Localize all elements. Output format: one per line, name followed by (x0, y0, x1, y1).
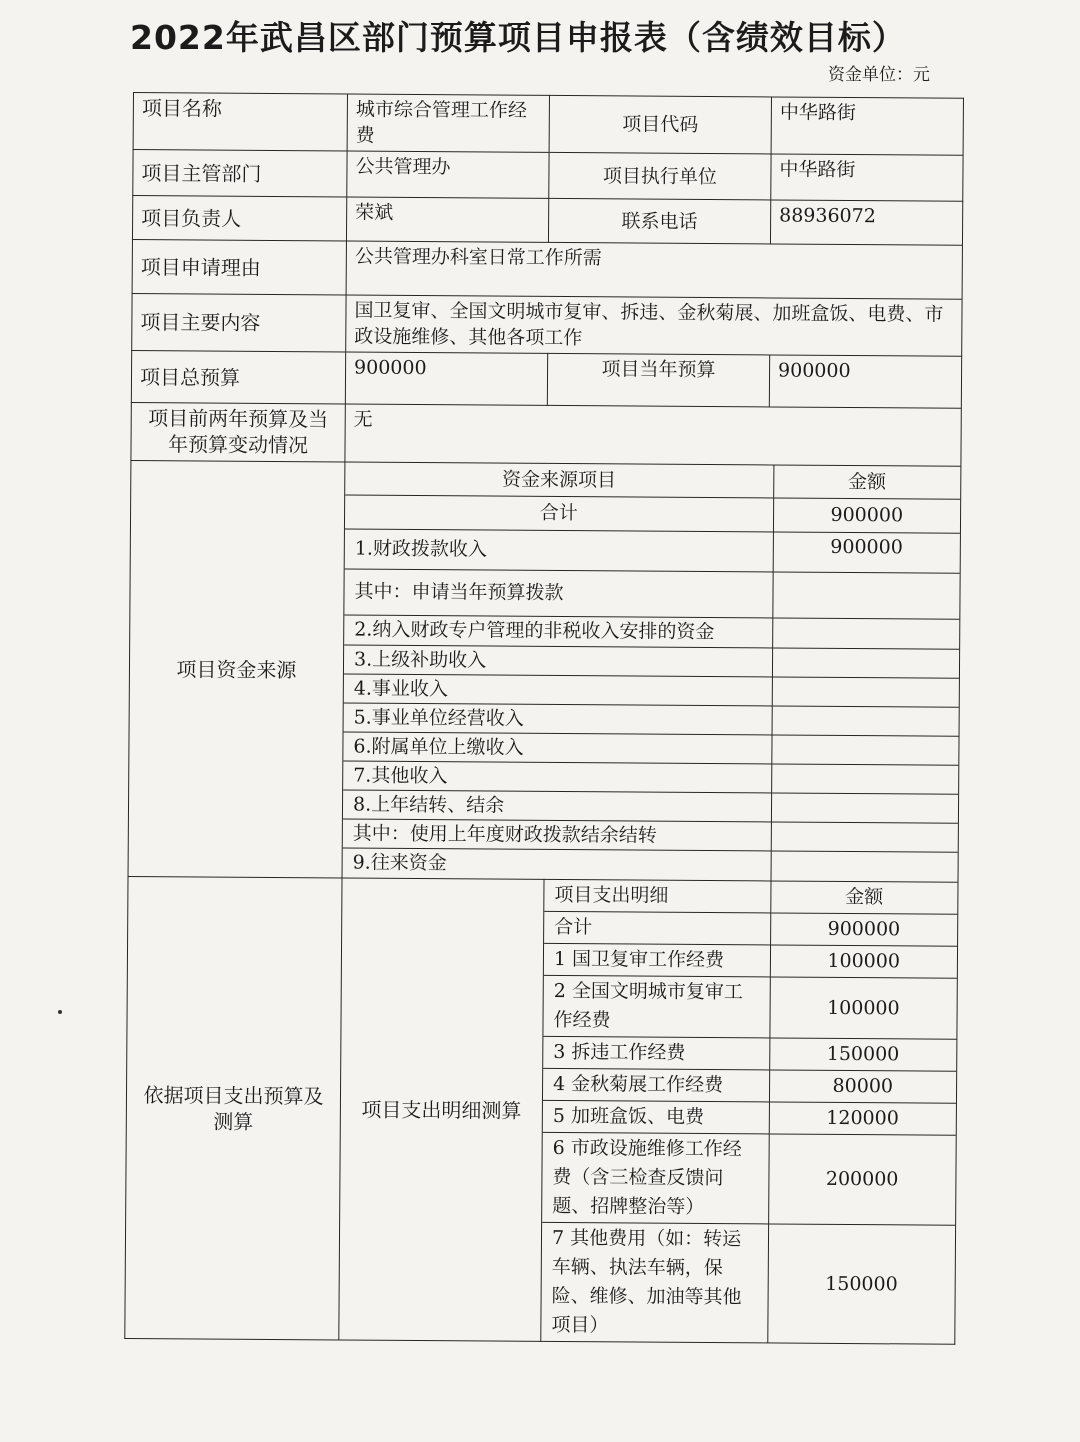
expense-item: 4 金秋菊展工作经费 (543, 1068, 769, 1102)
total-budget-label: 项目总预算 (131, 350, 345, 403)
expense-amount: 900000 (770, 913, 957, 946)
expense-item: 3 拆违工作经费 (543, 1036, 769, 1070)
expense-row (541, 1222, 955, 1343)
funding-row (344, 702, 959, 735)
expense-section-label: 依据项目支出预算及测算 (125, 876, 342, 1339)
scan-speck (58, 1010, 62, 1014)
expense-amount: 150000 (769, 1038, 956, 1071)
funding-row (345, 494, 960, 532)
budget-form-table (124, 92, 964, 1345)
funding-row (345, 528, 960, 572)
page-title: 2022年武昌区部门预算项目申报表（含绩效目标） (130, 18, 906, 57)
row-content (132, 293, 962, 356)
year-budget-label: 项目当年预算 (547, 353, 769, 407)
project-code-value: 中华路街 (771, 97, 963, 155)
funding-amount (771, 734, 958, 764)
funding-section-label: 项目资金来源 (128, 460, 345, 877)
funding-row (343, 818, 958, 851)
project-name-label: 项目名称 (133, 93, 347, 151)
funding-row (343, 789, 958, 822)
funding-item: 1.财政拨款收入 (345, 528, 773, 571)
exec-unit-label: 项目执行单位 (549, 152, 771, 200)
phone-label: 联系电话 (548, 198, 770, 244)
expense-row (543, 1100, 956, 1135)
funding-item: 4.事业收入 (344, 673, 772, 705)
row-owner (132, 196, 962, 246)
reason-label: 项目申请理由 (132, 239, 346, 294)
funding-amount (772, 705, 959, 735)
funding-amount: 900000 (773, 531, 960, 572)
funding-row (343, 847, 958, 881)
project-name-value: 城市综合管理工作经费 (347, 94, 549, 152)
prev-label: 项目前两年预算及当年预算变动情况 (131, 402, 345, 461)
owner-value: 荣斌 (346, 197, 548, 242)
expense-row (544, 943, 957, 978)
reason-value: 公共管理办科室日常工作所需 (346, 241, 962, 299)
row-budget (131, 350, 961, 408)
total-budget-value: 900000 (345, 352, 547, 405)
row-reason (132, 239, 962, 299)
expense-amount: 150000 (767, 1224, 955, 1344)
expense-row (542, 1132, 956, 1225)
exec-unit-value: 中华路街 (771, 154, 963, 201)
expense-item: 6 市政设施维修工作经费（含三检查反馈问题、招牌整治等） (542, 1132, 769, 1224)
content-value: 国卫复审、全国文明城市复审、拆违、金秋菊展、加班盒饭、电费、市政设施维修、其他各项工作 (346, 295, 962, 356)
expense-table (541, 880, 957, 1344)
project-code-label: 项目代码 (549, 95, 771, 154)
expense-item: 1 国卫复审工作经费 (544, 943, 770, 977)
expense-item: 5 加班盒饭、电费 (543, 1100, 769, 1134)
prev-value: 无 (345, 404, 961, 466)
dept-value: 公共管理办 (347, 151, 549, 198)
funding-item: 9.往来资金 (352, 851, 447, 875)
funding-cell (342, 462, 961, 882)
funding-amount (771, 763, 958, 793)
expense-amount: 100000 (770, 945, 957, 978)
expense-amount: 100000 (769, 977, 956, 1039)
expense-amount: 80000 (769, 1070, 956, 1103)
expense-row (543, 975, 956, 1039)
funding-item: 8.上年结转、结余 (343, 789, 771, 821)
expense-item: 7 其他费用（如：转运车辆、执法车辆，保险、维修、加油等其他项目） (551, 1226, 742, 1337)
owner-label: 项目负责人 (132, 196, 346, 241)
expense-header-row (544, 880, 957, 914)
content-label: 项目主要内容 (132, 293, 346, 351)
funding-item: 6.附属单位上缴收入 (343, 731, 771, 763)
expense-row (543, 1036, 956, 1071)
row-prev (131, 402, 961, 466)
funding-header-item: 资金来源项目 (345, 462, 773, 497)
funding-item: 其中：使用上年度财政拨款结余结转 (343, 818, 771, 850)
funding-row (344, 568, 959, 618)
expense-cell (541, 879, 958, 1344)
expense-item: 2 全国文明城市复审工作经费 (543, 975, 769, 1038)
expense-amount: 120000 (769, 1102, 956, 1135)
row-expense (125, 876, 958, 1344)
funding-amount (771, 821, 958, 851)
funding-table (343, 462, 961, 881)
row-funding (128, 460, 961, 882)
phone-value: 88936072 (770, 200, 962, 245)
expense-header-item: 项目支出明细 (544, 880, 770, 913)
funding-amount (772, 571, 959, 618)
dept-label: 项目主管部门 (133, 150, 347, 197)
expense-item: 合计 (544, 911, 770, 945)
expense-amount: 200000 (768, 1134, 956, 1225)
funding-row (344, 644, 959, 677)
funding-header-amount: 金额 (773, 465, 960, 498)
funding-amount (772, 647, 959, 677)
funding-item: 合计 (345, 494, 773, 531)
funding-item: 2.纳入财政专户管理的非税收入安排的资金 (344, 614, 772, 647)
funding-amount (772, 676, 959, 706)
unit-note: 资金单位：元 (828, 65, 930, 85)
row-project-name (133, 93, 963, 156)
funding-row (344, 614, 959, 648)
funding-row (343, 760, 958, 793)
funding-row (343, 731, 958, 764)
funding-amount (772, 617, 959, 648)
funding-item: 其中：申请当年预算拨款 (344, 568, 772, 617)
row-dept (133, 150, 963, 202)
expense-row (543, 1068, 956, 1103)
funding-amount (771, 792, 958, 822)
expense-row (544, 911, 957, 946)
expense-header-amount: 金额 (770, 881, 957, 914)
expense-sub-label: 项目支出明细测算 (339, 878, 544, 1341)
funding-amount: 900000 (773, 497, 960, 532)
funding-item: 3.上级补助收入 (344, 644, 772, 676)
funding-item: 7.其他收入 (343, 760, 771, 792)
year-budget-value: 900000 (769, 355, 961, 408)
funding-header-row (345, 462, 960, 498)
funding-item: 5.事业单位经营收入 (344, 702, 772, 734)
funding-row (344, 673, 959, 706)
funding-amount (771, 850, 958, 881)
